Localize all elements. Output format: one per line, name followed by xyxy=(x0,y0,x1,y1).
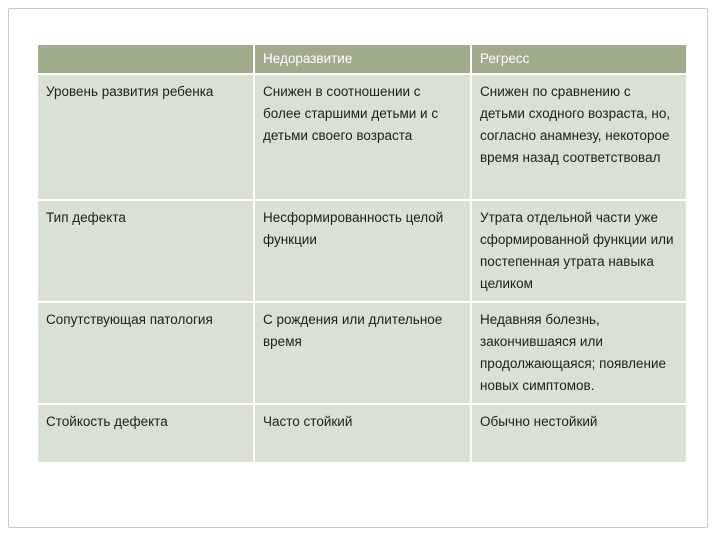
row-label-defect-type: Тип дефекта xyxy=(37,200,254,302)
header-regression: Регресс xyxy=(471,44,687,74)
slide-side-rule xyxy=(8,60,9,480)
table-row xyxy=(37,404,687,463)
table-row xyxy=(37,74,687,200)
row-label-development-level: Уровень развития ребенка xyxy=(37,74,254,200)
row-label-defect-persistence: Стойкость дефекта xyxy=(37,404,254,463)
cell-regression: Обычно нестойкий xyxy=(471,404,687,463)
table-header-row xyxy=(37,44,687,74)
header-underdevelopment: Недоразвитие xyxy=(254,44,471,74)
comparison-table xyxy=(36,43,688,464)
header-empty-cell xyxy=(37,44,254,74)
row-label-comorbidity: Сопутствующая патология xyxy=(37,302,254,404)
cell-underdevelopment: Часто стойкий xyxy=(254,404,471,463)
table-row xyxy=(37,200,687,302)
cell-regression: Утрата отдельной части уже сформированной функции или постепенная утрата навыка целиком xyxy=(471,200,687,302)
table-row xyxy=(37,302,687,404)
cell-regression: Снижен по сравнению с детьми сходного возраста, но, согласно анамнезу, некоторое время назад соответствовал xyxy=(471,74,687,200)
cell-underdevelopment: Снижен в соотношении с более старшими детьми и с детьми своего возраста xyxy=(254,74,471,200)
cell-underdevelopment: Несформированность целой функции xyxy=(254,200,471,302)
cell-underdevelopment: С рождения или длительное время xyxy=(254,302,471,404)
cell-regression: Недавняя болезнь, закончившаяся или продолжающаяся; появление новых симптомов. xyxy=(471,302,687,404)
